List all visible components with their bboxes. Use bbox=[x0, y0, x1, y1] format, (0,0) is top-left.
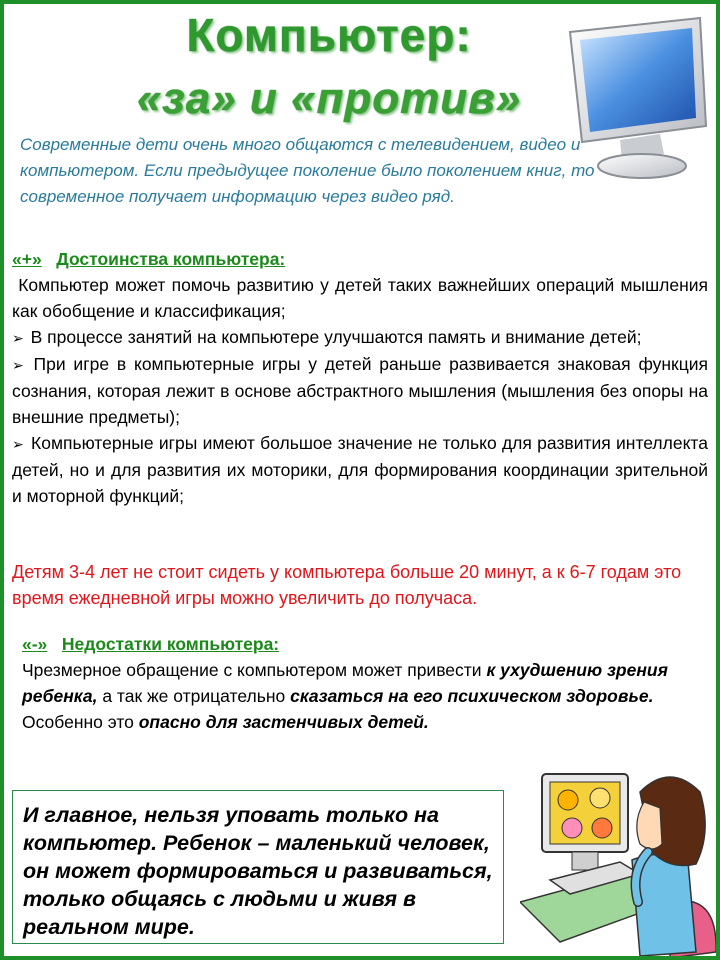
arrow-bullet-icon: ➢ bbox=[12, 436, 24, 452]
cons-paragraph bbox=[22, 657, 720, 735]
cons-text-1: Чрезмерное обращение с компьютером может привести bbox=[22, 660, 487, 680]
pros-bullet-text: Компьютерные игры имеют большое значение не только для развития интеллекта детей, но и для развития их моторики, для формирования координации зрительной и моторной функций; bbox=[12, 433, 708, 506]
pros-heading-label: Достоинства компьютера: bbox=[56, 249, 286, 269]
conclusion-text: И главное, нельзя уповать только на компьютер. Ребенок – маленький человек, он может формироваться и развиваться, только общаясь с людьми и живя в реальном мире. bbox=[23, 803, 493, 939]
arrow-bullet-icon: ➢ bbox=[12, 357, 24, 373]
list-item bbox=[12, 324, 708, 351]
title-line-1: Компьютер: bbox=[186, 9, 472, 61]
warning-text: Детям 3-4 лет не стоит сидеть у компьютера больше 20 минут, а к 6-7 годам это время ежедневной игры можно увеличить до получаса. bbox=[12, 562, 682, 608]
cons-heading-label: Недостатки компьютера: bbox=[61, 634, 280, 654]
pros-bullet-text: При игре в компьютерные игры у детей раньше развивается знаковая функция сознания, которая лежит в основе абстрактного мышления (мышления без опоры на внешние предметы); bbox=[12, 354, 708, 427]
title-line-2: «за» и «против» bbox=[136, 74, 522, 123]
pros-bullet-text: В процессе занятий на компьютере улучшаются память и внимание детей; bbox=[30, 327, 642, 347]
pros-symbol: «+» bbox=[12, 249, 42, 269]
cons-emphasis-3: опасно для застенчивых детей. bbox=[138, 712, 429, 732]
cons-symbol: «-» bbox=[22, 634, 48, 654]
pros-heading bbox=[12, 246, 708, 272]
conclusion-box bbox=[12, 790, 504, 944]
cons-section bbox=[22, 631, 720, 735]
cons-text-3: Особенно это bbox=[22, 712, 139, 732]
list-item bbox=[12, 351, 708, 430]
cons-text-2: а так же отрицательно bbox=[97, 686, 291, 706]
pros-section bbox=[12, 246, 708, 509]
pros-first-text: Компьютер может помочь развитию у детей таких важнейших операций мышления как обобщение и классификация; bbox=[12, 275, 708, 321]
girl-at-computer-icon bbox=[520, 752, 720, 960]
cons-emphasis-2: сказаться на его психическом здоровье. bbox=[290, 686, 654, 706]
list-item bbox=[12, 430, 708, 509]
cons-heading bbox=[22, 631, 720, 657]
arrow-bullet-icon: ➢ bbox=[12, 330, 24, 346]
intro-text: Современные дети очень много общаются с телевидением, видео и компьютером. Если предыдущее поколение было поколением книг, то современное получает информацию через видео ряд. bbox=[20, 135, 595, 206]
cons-emphasis-1: к ухудшению зрения ребенка, bbox=[22, 660, 668, 706]
pros-first-paragraph bbox=[12, 272, 708, 324]
